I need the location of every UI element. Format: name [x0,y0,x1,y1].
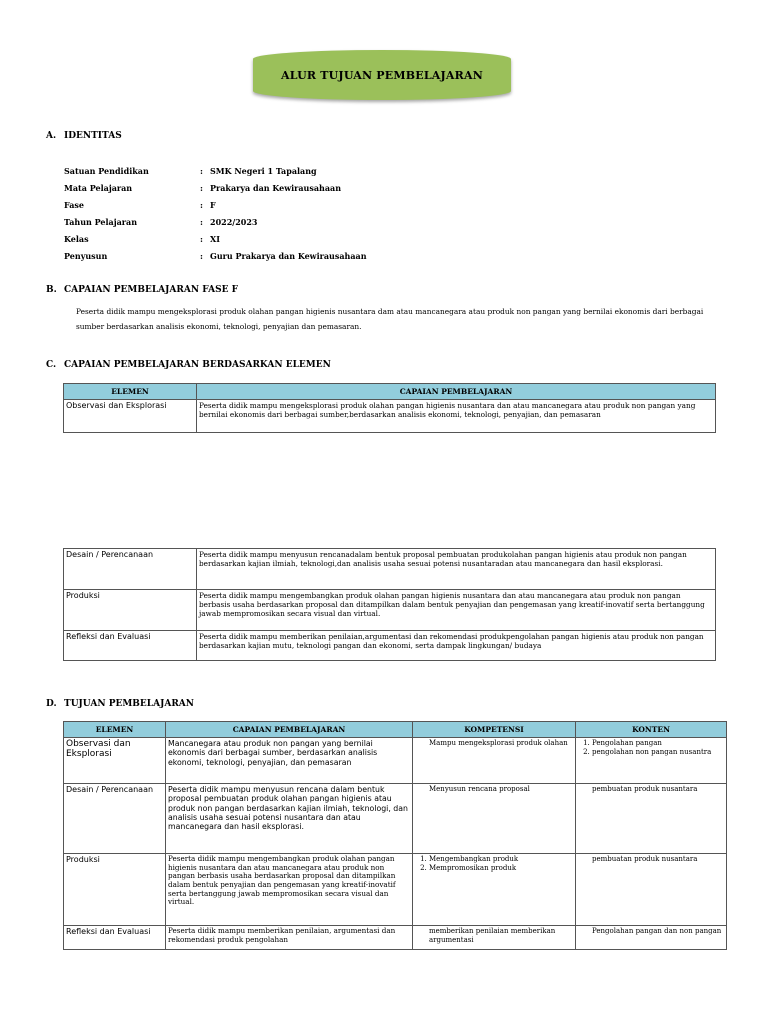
section-d-heading: D. TUJUAN PEMBELAJARAN [46,699,195,709]
elemen-cell: Refleksi dan Evaluasi [64,631,197,661]
document-title: ALUR TUJUAN PEMBELAJARAN [281,68,483,82]
kompetensi-cell: Menyusun rencana proposal [413,784,576,854]
konten-item: 1. Pengolahan pangan [592,739,724,748]
section-b-heading: B. CAPAIAN PEMBELAJARAN FASE F [46,285,238,295]
konten-cell: pembuatan produk nusantara [576,854,727,926]
kompetensi-item: 2. Mempromosikan produk [429,864,573,873]
document-title-banner [253,50,511,100]
col-header-elemen: ELEMEN [64,384,197,400]
capaian-cell: Peserta didik mampu mengeksplorasi produk olahan pangan higienis nusantara dan atau mancanegara atau produk non pangan yang bernilai ekonomis dari berbagai sumber,berdasarkan analisis ekonomi, teknologi, penyajian, dan pemasaran [197,400,716,433]
konten-cell: Pengolahan pangan dan non pangan [576,926,727,950]
kompetensi-cell: memberikan penilaian memberikan argumentasi [413,926,576,950]
elemen-cell: Observasi dan Eksplorasi [64,738,166,784]
elemen-cell: Desain / Perencanaan [64,784,166,854]
kompetensi-cell: Mampu mengeksplorasi produk olahan [413,738,576,784]
elemen-table-bottom [63,548,716,661]
section-c-heading: C. CAPAIAN PEMBELAJARAN BERDASARKAN ELEMEN [46,360,331,370]
elemen-cell: Observasi dan Eksplorasi [64,400,197,433]
section-a-heading: A. IDENTITAS [46,131,122,141]
capaian-cell: Peserta didik mampu menyusun rencanadalam bentuk proposal pembuatan produkolahan pangan higienis atau produk non pangan berdasarkan kajian ilmiah, teknologi,dan analisis usaha sesuai potensi nusantaradan atau mancanegara dan hasil eksplorasi. [197,549,716,590]
elemen-cell: Produksi [64,590,197,631]
capaian-cell: Peserta didik mampu memberikan penilaian,argumentasi dan rekomendasi produkpengolahan pangan higienis atau produk non pangan berdasarkan kajian mutu, teknologi pangan dan ekonomi, serta dampak lingkungan/ budaya [197,631,716,661]
elemen-cell: Desain / Perencanaan [64,549,197,590]
col-header-konten: KONTEN [576,722,727,738]
section-b-paragraph-line1: Peserta didik mampu mengeksplorasi produk olahan pangan higienis nusantara dam atau mancanegara atau produk non pangan yang bernilai ekonomis dari berbagai [76,307,704,316]
col-header-capaian: CAPAIAN PEMBELAJARAN [197,384,716,400]
capaian-cell: Peserta didik mampu mengembangkan produk olahan pangan higienis nusantara dan atau mancanegara atau produk non pangan berbasis usaha berdasarkan proposal dan ditampilkan dalam bentuk penyajian dan pengemasan yang kreatif-inovatif serta bertanggung jawab mempromosikan secara visual dan virtual. [197,590,716,631]
section-b-paragraph-line2: sumber berdasarkan analisis ekonomi, teknologi, penyajian dan pemasaran. [76,322,362,331]
col-header-elemen: ELEMEN [64,722,166,738]
konten-item: 2. pengolahan non pangan nusantra [592,748,724,757]
elemen-cell: Refleksi dan Evaluasi [64,926,166,950]
kompetensi-cell [413,854,576,926]
kompetensi-item: 1. Mengembangkan produk [429,855,573,864]
elemen-table-top [63,383,716,433]
col-header-kompetensi: KOMPETENSI [413,722,576,738]
capaian-cell: Mancanegara atau produk non pangan yang bernilai ekonomis dari berbagai sumber, berdasarkan analisis ekonomi, teknologi, penyajian, dan pemasaran [166,738,413,784]
elemen-cell: Produksi [64,854,166,926]
capaian-cell: Peserta didik mampu mengembangkan produk olahan pangan higienis nusantara dan atau mancanegara atau produk non pangan berbasis usaha berdasarkan proposal dan ditampilkan dalam bentuk penyajian dan pengemasan yang kreatif-inovatif serta bertanggung jawab mempromosikan secara visual dan virtual. [166,854,413,926]
col-header-capaian: CAPAIAN PEMBELAJARAN [166,722,413,738]
capaian-cell: Peserta didik mampu memberikan penilaian, argumentasi dan rekomendasi produk pengolahan [166,926,413,950]
konten-cell: pembuatan produk nusantara [576,784,727,854]
konten-cell [576,738,727,784]
tujuan-table [63,721,727,950]
capaian-cell: Peserta didik mampu menyusun rencana dalam bentuk proposal pembuatan produk olahan pangan higienis atau produk non pangan berdasarkan kajian ilmiah, teknologi, dan analisis usaha sesuai potensi nusantara dan atau mancanegara dan hasil eksplorasi. [166,784,413,854]
